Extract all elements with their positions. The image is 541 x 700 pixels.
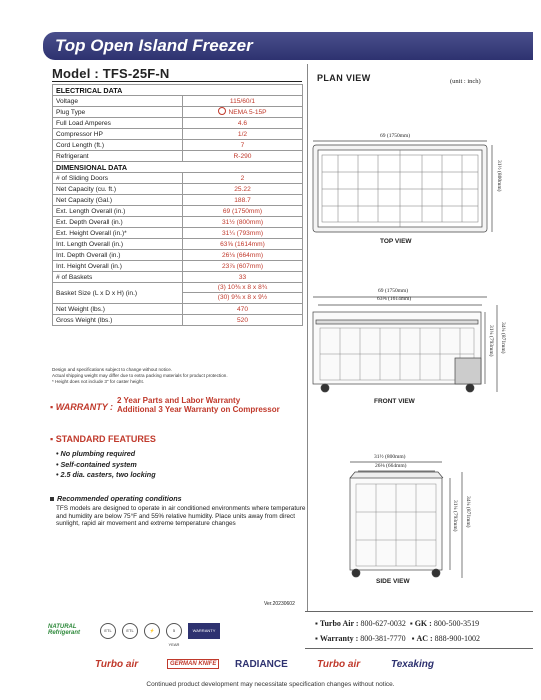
- spec-label: # of Sliding Doors: [53, 173, 183, 184]
- spec-value: 31¼ (793mm): [183, 228, 303, 239]
- spec-value: 7: [183, 140, 303, 151]
- spec-value: 520: [183, 315, 303, 326]
- side-height-1-dim: 31¼ (793mm): [452, 500, 458, 532]
- recommended-text: TFS models are designed to operate in air conditioned environments where temperature and humidity are below 75°F and 55% relative humidity. Place units away from direct sunlight, rapid air movement and extreme temperature changes: [56, 505, 306, 528]
- warranty-line-2: Additional 3 Year Warranty on Compressor: [117, 405, 280, 414]
- energy-logo: ⚡: [144, 623, 160, 639]
- spec-label: Plug Type: [53, 107, 183, 118]
- side-height-2-dim: 34¼ (871mm): [465, 496, 471, 528]
- spec-label: Basket Size (L x D x H) (in.): [53, 283, 183, 304]
- spec-value: 4.6: [183, 118, 303, 129]
- contacts-top-rule: [305, 611, 533, 612]
- spec-value: 33: [183, 272, 303, 283]
- spec-label: Full Load Amperes: [53, 118, 183, 129]
- spec-label: Voltage: [53, 96, 183, 107]
- spec-value: NEMA 5-15P: [183, 107, 303, 118]
- feature-item: • 2.5 dia. casters, two locking: [56, 470, 156, 479]
- side-view-label: SIDE VIEW: [376, 578, 410, 585]
- spec-value: 2: [183, 173, 303, 184]
- spec-label: Int. Length Overall (in.): [53, 239, 183, 250]
- spec-value: 25.22: [183, 184, 303, 195]
- page-title: Top Open Island Freezer: [43, 32, 533, 60]
- front-int-length-dim: 63⅝ (1614mm): [377, 296, 412, 302]
- spec-value: 23⅞ (607mm): [183, 261, 303, 272]
- top-depth-dim: 31½ (800mm): [496, 160, 502, 192]
- spec-value: R-290: [183, 151, 303, 162]
- warranty-line-1: 2 Year Parts and Labor Warranty: [117, 396, 241, 405]
- spec-label: Ext. Length Overall (in.): [53, 206, 183, 217]
- section-header: DIMENSIONAL DATA: [53, 162, 303, 173]
- etl-listed-logo: ETL: [100, 623, 116, 639]
- contacts-row-1: ▪ Turbo Air : 800-627-0032 ▪ GK : 800-500-3519: [315, 619, 480, 628]
- spec-value: 115/60/1: [183, 96, 303, 107]
- warranty-seal-logo: 5 YEAR: [166, 623, 182, 639]
- spec-label: Cord Length (ft.): [53, 140, 183, 151]
- side-view-drawing: [350, 462, 462, 578]
- unit-label: (unit : inch): [450, 78, 481, 85]
- note-line: Design and specifications subject to change without notice.: [52, 367, 173, 372]
- etl-sanitation-logo: ETL: [122, 623, 138, 639]
- spec-label: Refrigerant: [53, 151, 183, 162]
- spec-value: 470: [183, 304, 303, 315]
- spec-label: Net Weight (lbs.): [53, 304, 183, 315]
- brand-logos: [95, 659, 535, 675]
- front-length-dim: 69 (1750mm): [378, 288, 409, 294]
- side-depth-dim: 31½ (800mm): [374, 454, 406, 460]
- section-header: ELECTRICAL DATA: [53, 85, 303, 96]
- contacts-row-2: ▪ Warranty : 800-381-7770 ▪ AC : 888-900-1002: [315, 634, 480, 643]
- spec-value: 1/2: [183, 129, 303, 140]
- top-view-drawing: [313, 141, 492, 232]
- spec-label: Compressor HP: [53, 129, 183, 140]
- basket-size: (30) 9⅜ x 8 x 9½: [217, 294, 268, 301]
- spec-label: Int. Depth Overall (in.): [53, 250, 183, 261]
- front-view-label: FRONT VIEW: [374, 398, 415, 405]
- feature-item: • No plumbing required: [56, 449, 136, 458]
- radiance-logo: RADIANCE: [235, 659, 288, 670]
- side-int-depth-dim: 26⅛ (664mm): [375, 463, 407, 469]
- top-length-dim: 69 (1750mm): [380, 133, 411, 139]
- standard-features-title: ▪ STANDARD FEATURES: [50, 434, 156, 444]
- spec-label: Ext. Height Overall (in.)*: [53, 228, 183, 239]
- german-knife-logo: GERMAN KNIFE: [167, 659, 219, 669]
- spec-value: 69 (1750mm): [183, 206, 303, 217]
- spec-value: 188.7: [183, 195, 303, 206]
- front-height-2-dim: 34¼ (871mm): [500, 322, 506, 354]
- spec-label: # of Baskets: [53, 272, 183, 283]
- five-year-warranty-badge: WARRANTY: [188, 623, 220, 639]
- spec-label: Gross Weight (lbs.): [53, 315, 183, 326]
- feature-item: • Self-contained system: [56, 459, 137, 469]
- front-height-1-dim: 31¼ (793mm): [488, 325, 494, 357]
- note-line: Actual shipping weight may differ due to extra packing materials for product protection.: [52, 373, 228, 378]
- spec-value: 31½ (800mm): [183, 217, 303, 228]
- texaking-logo: Texaking: [391, 659, 434, 670]
- top-view-label: TOP VIEW: [380, 238, 412, 245]
- spec-label: Ext. Depth Overall (in.): [53, 217, 183, 228]
- plan-view-title: PLAN VIEW: [317, 73, 371, 83]
- model-number: Model : TFS-25F-N: [52, 66, 170, 81]
- spec-label: Net Capacity (cu. ft.): [53, 184, 183, 195]
- spec-value: 63⅝ (1614mm): [183, 239, 303, 250]
- note-line: * Height does not include 3" for caster height.: [52, 379, 145, 384]
- warranty-label: ▪ WARRANTY :: [50, 402, 114, 412]
- turbo-air-logo: Turbo air: [95, 659, 139, 670]
- turbo-air-logo-2: Turbo air: [317, 659, 361, 670]
- natural-refrigerant-logo: NATURAL Refrigerant: [48, 624, 81, 636]
- recommended-title: Recommended operating conditions: [50, 494, 182, 503]
- version-label: Ver.20230602: [264, 601, 295, 607]
- footer-note: Continued product development may necessitate specification changes without notice.: [146, 681, 395, 688]
- spec-label: Net Capacity (Gal.): [53, 195, 183, 206]
- certification-logos: [48, 620, 298, 648]
- contacts-block: [315, 616, 480, 646]
- basket-size: (3) 10⅜ x 8 x 8¾: [183, 283, 302, 293]
- spec-label: Int. Height Overall (in.): [53, 261, 183, 272]
- spec-value: 26⅛ (664mm): [183, 250, 303, 261]
- contacts-bottom-rule: [305, 648, 533, 649]
- front-view-drawing: [313, 297, 497, 392]
